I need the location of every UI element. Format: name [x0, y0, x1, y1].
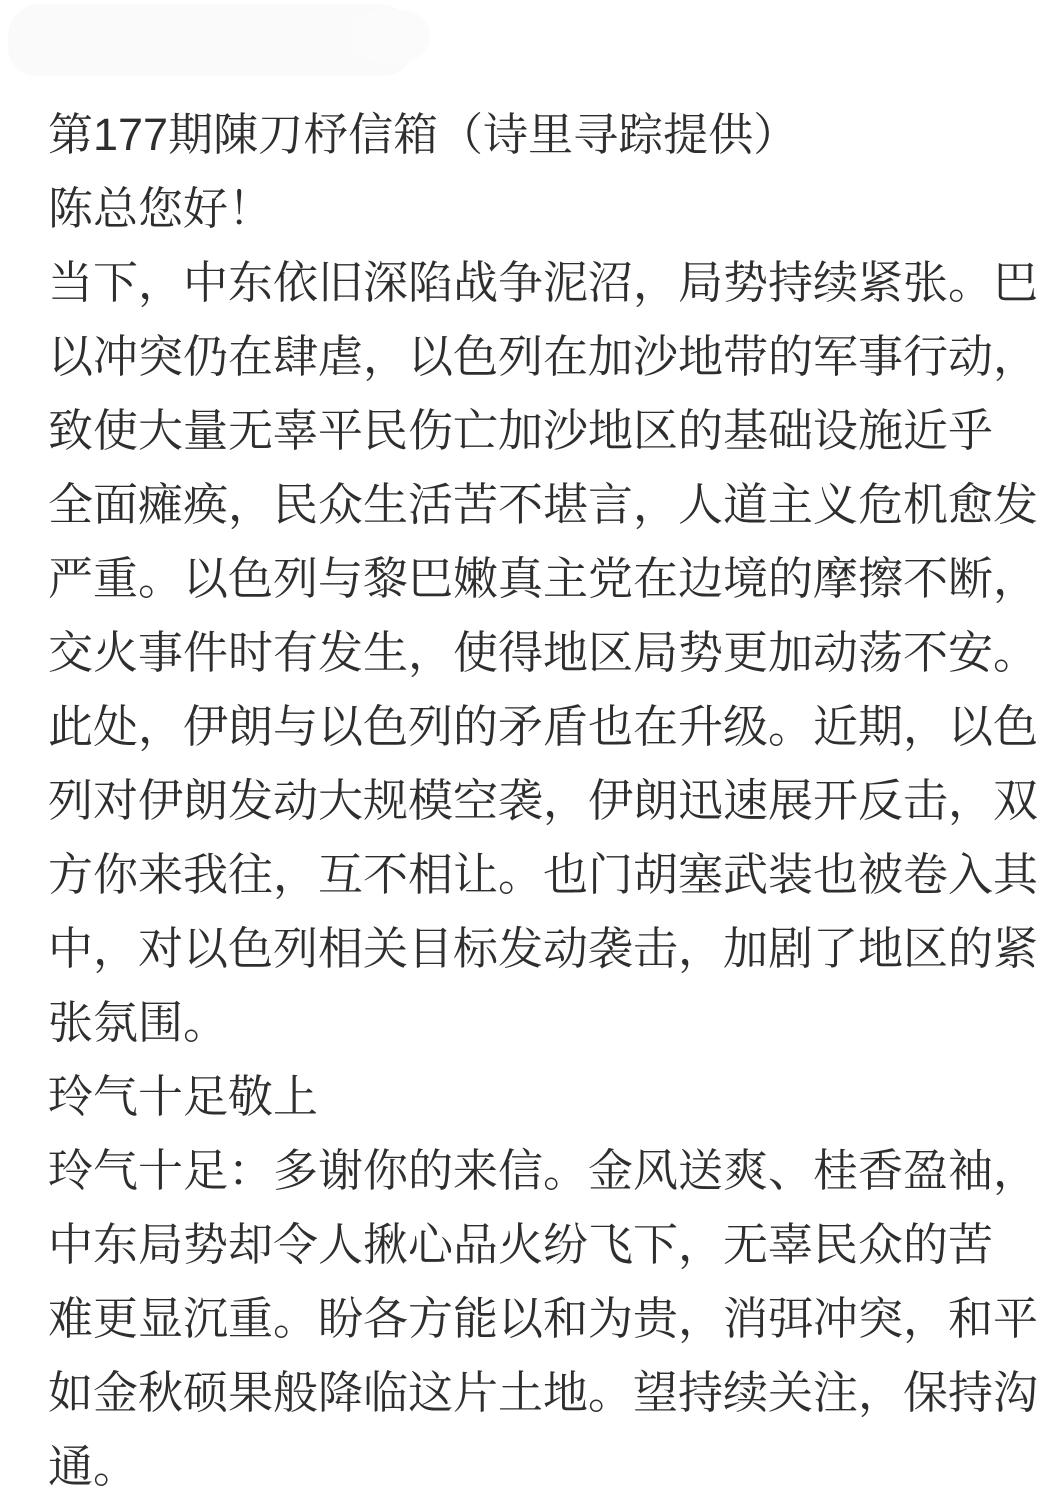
letter-text-line: 以冲突仍在肆虐，以色列在加沙地带的军事行动，	[48, 331, 1039, 382]
reply-text-line: 通。	[48, 1441, 139, 1492]
letter-title: 第177期陳刀杼信箱（诗里寻踪提供）	[48, 109, 799, 160]
reply-text-line: 中东局势却令人揪心品火纷飞下，无辜民众的苦	[48, 1219, 994, 1270]
letter-text-line: 方你来我往，互不相让。也门胡塞武装也被卷入其	[48, 849, 1039, 900]
faded-image-placeholder	[8, 4, 416, 76]
reply-text-line: 如金秋硕果般降临这片土地。望持续关注，保持沟	[48, 1367, 1039, 1418]
letter-text-line: 交火事件时有发生，使得地区局势更加动荡不安。	[48, 627, 1039, 678]
letter-text-line: 列对伊朗发动大规模空袭，伊朗迅速展开反击，双	[48, 775, 1039, 826]
letter-text-line: 致使大量无辜平民伤亡加沙地区的基础设施近乎	[48, 405, 994, 456]
letter-greeting: 陈总您好！	[48, 183, 274, 234]
letter-text-line: 当下，中东依旧深陷战争泥沼，局势持续紧张。巴	[48, 257, 1039, 308]
letter-text-line: 严重。以色列与黎巴嫩真主党在边境的摩擦不断，	[48, 553, 1039, 604]
letter-text-line: 此处，伊朗与以色列的矛盾也在升级。近期，以色	[48, 701, 1039, 752]
reply-text-line: 玲气十足：多谢你的来信。金风送爽、桂香盈袖，	[48, 1145, 1039, 1196]
letter-signature: 玲气十足敬上	[48, 1071, 319, 1122]
letter-text-line: 全面瘫痪，民众生活苦不堪言，人道主义危机愈发	[48, 479, 1039, 530]
letter-body	[48, 98, 1038, 1500]
reply-text-line: 难更显沉重。盼各方能以和为贵，消弭冲突，和平	[48, 1293, 1039, 1344]
letter-text-line: 中，对以色列相关目标发动袭击，加剧了地区的紧	[48, 923, 1039, 974]
letter-text-line: 张氛围。	[48, 997, 229, 1048]
